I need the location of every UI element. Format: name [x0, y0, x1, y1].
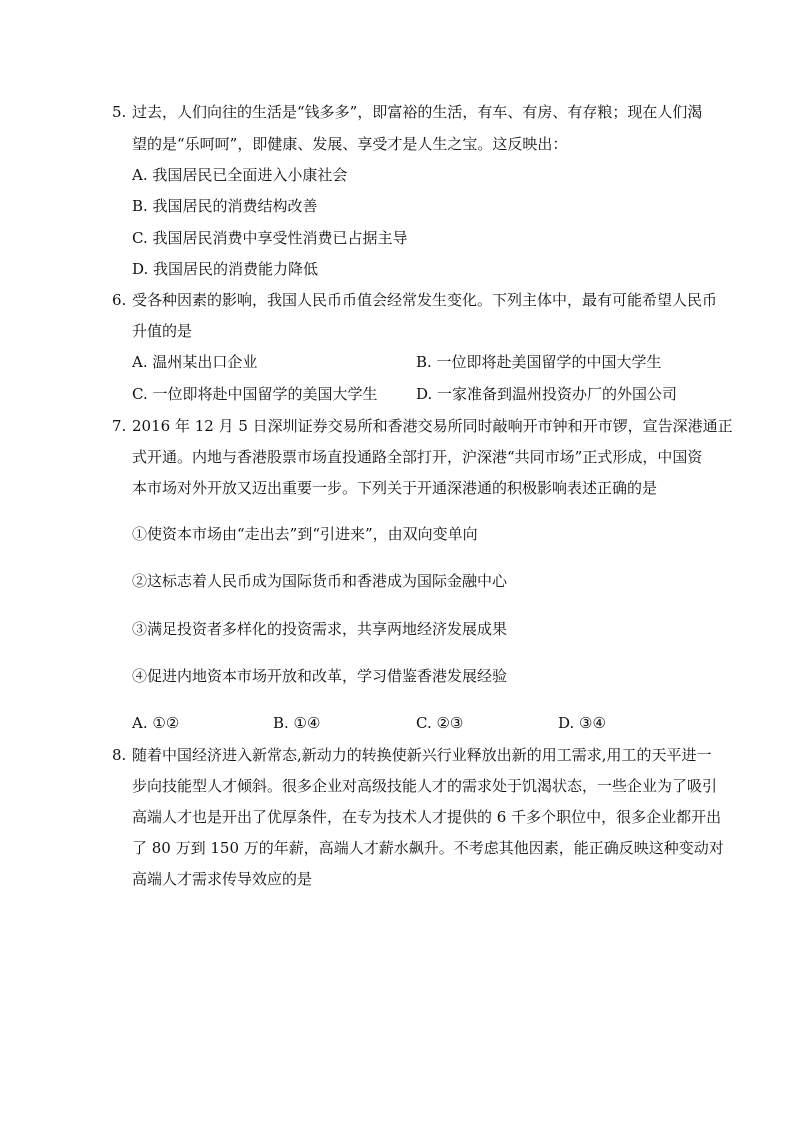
question-stem-line: 本市场对外开放又迈出重要一步。下列关于开通深港通的积极影响表述正确的是 — [132, 479, 658, 497]
statement-3: ③满足投资者多样化的投资需求，共享两地经济发展成果 — [132, 620, 508, 638]
option-a: A. 我国居民已全面进入小康社会 — [132, 166, 348, 184]
question-stem-line: 过去，人们向往的生活是“钱多多”，即富裕的生活，有车、有房、有存粮；现在人们渴 — [132, 103, 703, 121]
option-d: D. 一家准备到温州投资办厂的外国公司 — [416, 385, 678, 403]
question-stem-line: 随着中国经济进入新常态,新动力的转换使新兴行业释放出新的用工需求,用工的天平进一 — [132, 746, 712, 764]
option-d: D. 我国居民的消费能力降低 — [132, 260, 319, 278]
question-number: 8. — [112, 746, 127, 764]
question-stem-line: 望的是“乐呵呵”，即健康、发展、享受才是人生之宝。这反映出： — [132, 135, 568, 153]
option-c: C. 一位即将赴中国留学的美国大学生 — [132, 385, 378, 403]
question-stem-line: 受各种因素的影响，我国人民币币值会经常发生变化。下列主体中，最有可能希望人民币 — [132, 291, 718, 309]
option-c: C. 我国居民消费中享受性消费已占据主导 — [132, 229, 408, 247]
question-stem-line: 了 80 万到 150 万的年薪，高端人才薪水飙升。不考虑其他因素，能正确反映这种变动对 — [132, 839, 724, 857]
question-number: 6. — [112, 291, 127, 309]
option-a: A. ①② — [132, 714, 180, 732]
option-a: A. 温州某出口企业 — [132, 353, 258, 371]
question-stem-line: 高端人才需求传导效应的是 — [132, 870, 313, 888]
option-c: C. ②③ — [416, 714, 464, 732]
question-number: 7. — [112, 417, 127, 435]
question-stem-line: 式开通。内地与香港股票市场直投通路全部打开，沪深港“共同市场”正式形成，中国资 — [132, 448, 703, 466]
question-stem-line: 步向技能型人才倾斜。很多企业对高级技能人才的需求处于饥渴状态，一些企业为了吸引 — [132, 777, 718, 795]
statement-2: ②这标志着人民币成为国际货币和香港成为国际金融中心 — [132, 572, 508, 590]
question-stem-line: 2016 年 12 月 5 日深圳证券交易所和香港交易所同时敲响开市钟和开市锣，宣告深港通正 — [132, 417, 733, 435]
option-d: D. ③④ — [558, 714, 606, 732]
question-stem-line: 高端人才也是开出了优厚条件，在专为技术人才提供的 6 千多个职位中，很多企业都开出 — [132, 808, 722, 826]
option-b: B. ①④ — [273, 714, 321, 732]
statement-1: ①使资本市场由“走出去”到“引进来”，由双向变单向 — [132, 525, 478, 543]
question-number: 5. — [112, 103, 127, 121]
question-stem-line: 升值的是 — [132, 322, 193, 340]
option-b: B. 我国居民的消费结构改善 — [132, 197, 318, 215]
option-b: B. 一位即将赴美国留学的中国大学生 — [416, 353, 662, 371]
statement-4: ④促进内地资本市场开放和改革，学习借鉴香港发展经验 — [132, 667, 508, 685]
